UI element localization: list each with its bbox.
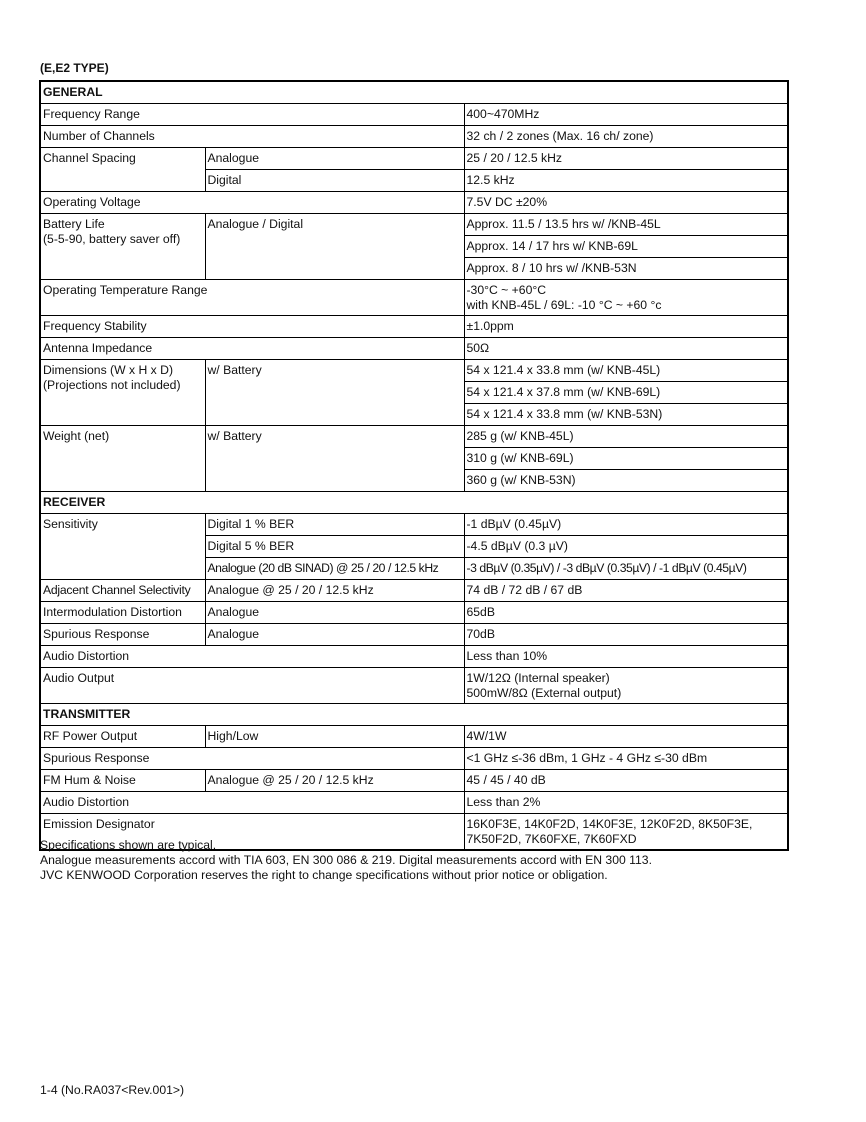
table-row	[40, 646, 788, 668]
table-row	[40, 726, 788, 748]
spec-label: Frequency Range	[40, 104, 464, 126]
spec-condition: Analogue	[205, 624, 464, 646]
spec-value: -30°C ~ +60°C with KNB-45L / 69L: -10 °C ~ +60 °c	[464, 280, 788, 316]
table-row	[40, 668, 788, 704]
spec-label: Audio Distortion	[40, 792, 464, 814]
spec-value: 12.5 kHz	[464, 170, 788, 192]
spec-value: ±1.0ppm	[464, 316, 788, 338]
spec-label: Dimensions (W x H x D) (Projections not included)	[40, 360, 205, 426]
section-heading-receiver: RECEIVER	[40, 492, 788, 514]
spec-condition: Digital 5 % BER	[205, 536, 464, 558]
table-row	[40, 316, 788, 338]
spec-value: 4W/1W	[464, 726, 788, 748]
page-footer: 1-4 (No.RA037<Rev.001>)	[40, 1083, 185, 1097]
section-heading-general: GENERAL	[40, 81, 788, 104]
section-row-receiver	[40, 492, 788, 514]
spec-value: -1 dBµV (0.45µV)	[464, 514, 788, 536]
spec-label: Battery Life (5-5-90, battery saver off)	[40, 214, 205, 280]
table-row	[40, 602, 788, 624]
table-row	[40, 338, 788, 360]
spec-value: 54 x 121.4 x 33.8 mm (w/ KNB-53N)	[464, 404, 788, 426]
spec-condition: Analogue	[205, 602, 464, 624]
spec-label: Intermodulation Distortion	[40, 602, 205, 624]
spec-label: Frequency Stability	[40, 316, 464, 338]
spec-value: Less than 2%	[464, 792, 788, 814]
spec-value: 70dB	[464, 624, 788, 646]
spec-value: -3 dBµV (0.35µV) / -3 dBµV (0.35µV) / -1 dBµV (0.45µV)	[464, 558, 788, 580]
spec-label: Channel Spacing	[40, 148, 205, 192]
spec-value: 65dB	[464, 602, 788, 624]
spec-value: 50Ω	[464, 338, 788, 360]
table-row	[40, 580, 788, 602]
spec-value: 310 g (w/ KNB-69L)	[464, 448, 788, 470]
table-row	[40, 792, 788, 814]
spec-condition: w/ Battery	[205, 360, 464, 426]
section-row-general	[40, 81, 788, 104]
spec-value: 54 x 121.4 x 33.8 mm (w/ KNB-45L)	[464, 360, 788, 382]
spec-label: Adjacent Channel Selectivity	[40, 580, 205, 602]
table-row	[40, 104, 788, 126]
spec-value: Approx. 14 / 17 hrs w/ KNB-69L	[464, 236, 788, 258]
spec-value: 54 x 121.4 x 37.8 mm (w/ KNB-69L)	[464, 382, 788, 404]
spec-value: 7.5V DC ±20%	[464, 192, 788, 214]
section-row-transmitter	[40, 704, 788, 726]
spec-value: 25 / 20 / 12.5 kHz	[464, 148, 788, 170]
spec-label: RF Power Output	[40, 726, 205, 748]
table-row	[40, 748, 788, 770]
spec-value: 285 g (w/ KNB-45L)	[464, 426, 788, 448]
spec-condition: Analogue (20 dB SINAD) @ 25 / 20 / 12.5 kHz	[205, 558, 464, 580]
table-row	[40, 624, 788, 646]
spec-label: Operating Voltage	[40, 192, 464, 214]
spec-value: 1W/12Ω (Internal speaker) 500mW/8Ω (External output)	[464, 668, 788, 704]
spec-value: 16K0F3E, 14K0F2D, 14K0F3E, 12K0F2D, 8K50F3E, 7K50F2D, 7K60FXE, 7K60FXD	[464, 814, 788, 851]
spec-condition: Digital	[205, 170, 464, 192]
table-row	[40, 192, 788, 214]
note-line: Specifications shown are typical.	[40, 838, 217, 852]
note-line: Analogue measurements accord with TIA 603, EN 300 086 & 219. Digital measurements accord with EN 300 113.	[40, 853, 652, 867]
spec-value: 45 / 45 / 40 dB	[464, 770, 788, 792]
spec-value: -4.5 dBµV (0.3 µV)	[464, 536, 788, 558]
spec-value: <1 GHz ≤-36 dBm, 1 GHz - 4 GHz ≤-30 dBm	[464, 748, 788, 770]
spec-label: Spurious Response	[40, 748, 464, 770]
table-row	[40, 514, 788, 536]
spec-value: Less than 10%	[464, 646, 788, 668]
spec-condition: Analogue	[205, 148, 464, 170]
table-row	[40, 770, 788, 792]
table-row	[40, 214, 788, 236]
spec-value: 32 ch / 2 zones (Max. 16 ch/ zone)	[464, 126, 788, 148]
spec-label: FM Hum & Noise	[40, 770, 205, 792]
spec-condition: Analogue @ 25 / 20 / 12.5 kHz	[205, 770, 464, 792]
table-row	[40, 148, 788, 170]
spec-label: Audio Distortion	[40, 646, 464, 668]
notes	[40, 838, 652, 883]
spec-value: Approx. 11.5 / 13.5 hrs w/ /KNB-45L	[464, 214, 788, 236]
spec-label: Audio Output	[40, 668, 464, 704]
spec-table	[39, 80, 789, 851]
spec-condition: Analogue / Digital	[205, 214, 464, 280]
spec-value: 74 dB / 72 dB / 67 dB	[464, 580, 788, 602]
table-row	[40, 280, 788, 316]
spec-label: Emission Designator	[40, 814, 464, 851]
spec-condition: Analogue @ 25 / 20 / 12.5 kHz	[205, 580, 464, 602]
spec-label: Spurious Response	[40, 624, 205, 646]
table-row	[40, 426, 788, 448]
spec-value: Approx. 8 / 10 hrs w/ /KNB-53N	[464, 258, 788, 280]
spec-label: Operating Temperature Range	[40, 280, 464, 316]
section-heading-transmitter: TRANSMITTER	[40, 704, 788, 726]
note-line: JVC KENWOOD Corporation reserves the right to change specifications without prior notice or obligation.	[40, 868, 608, 882]
spec-condition: High/Low	[205, 726, 464, 748]
spec-label: Number of Channels	[40, 126, 464, 148]
spec-label: Antenna Impedance	[40, 338, 464, 360]
spec-label: Sensitivity	[40, 514, 205, 580]
spec-condition: Digital 1 % BER	[205, 514, 464, 536]
table-row	[40, 360, 788, 382]
spec-value: 400~470MHz	[464, 104, 788, 126]
spec-label: Weight (net)	[40, 426, 205, 492]
spec-condition: w/ Battery	[205, 426, 464, 492]
type-title: (E,E2 TYPE)	[40, 61, 109, 75]
spec-value: 360 g (w/ KNB-53N)	[464, 470, 788, 492]
table-row	[40, 126, 788, 148]
